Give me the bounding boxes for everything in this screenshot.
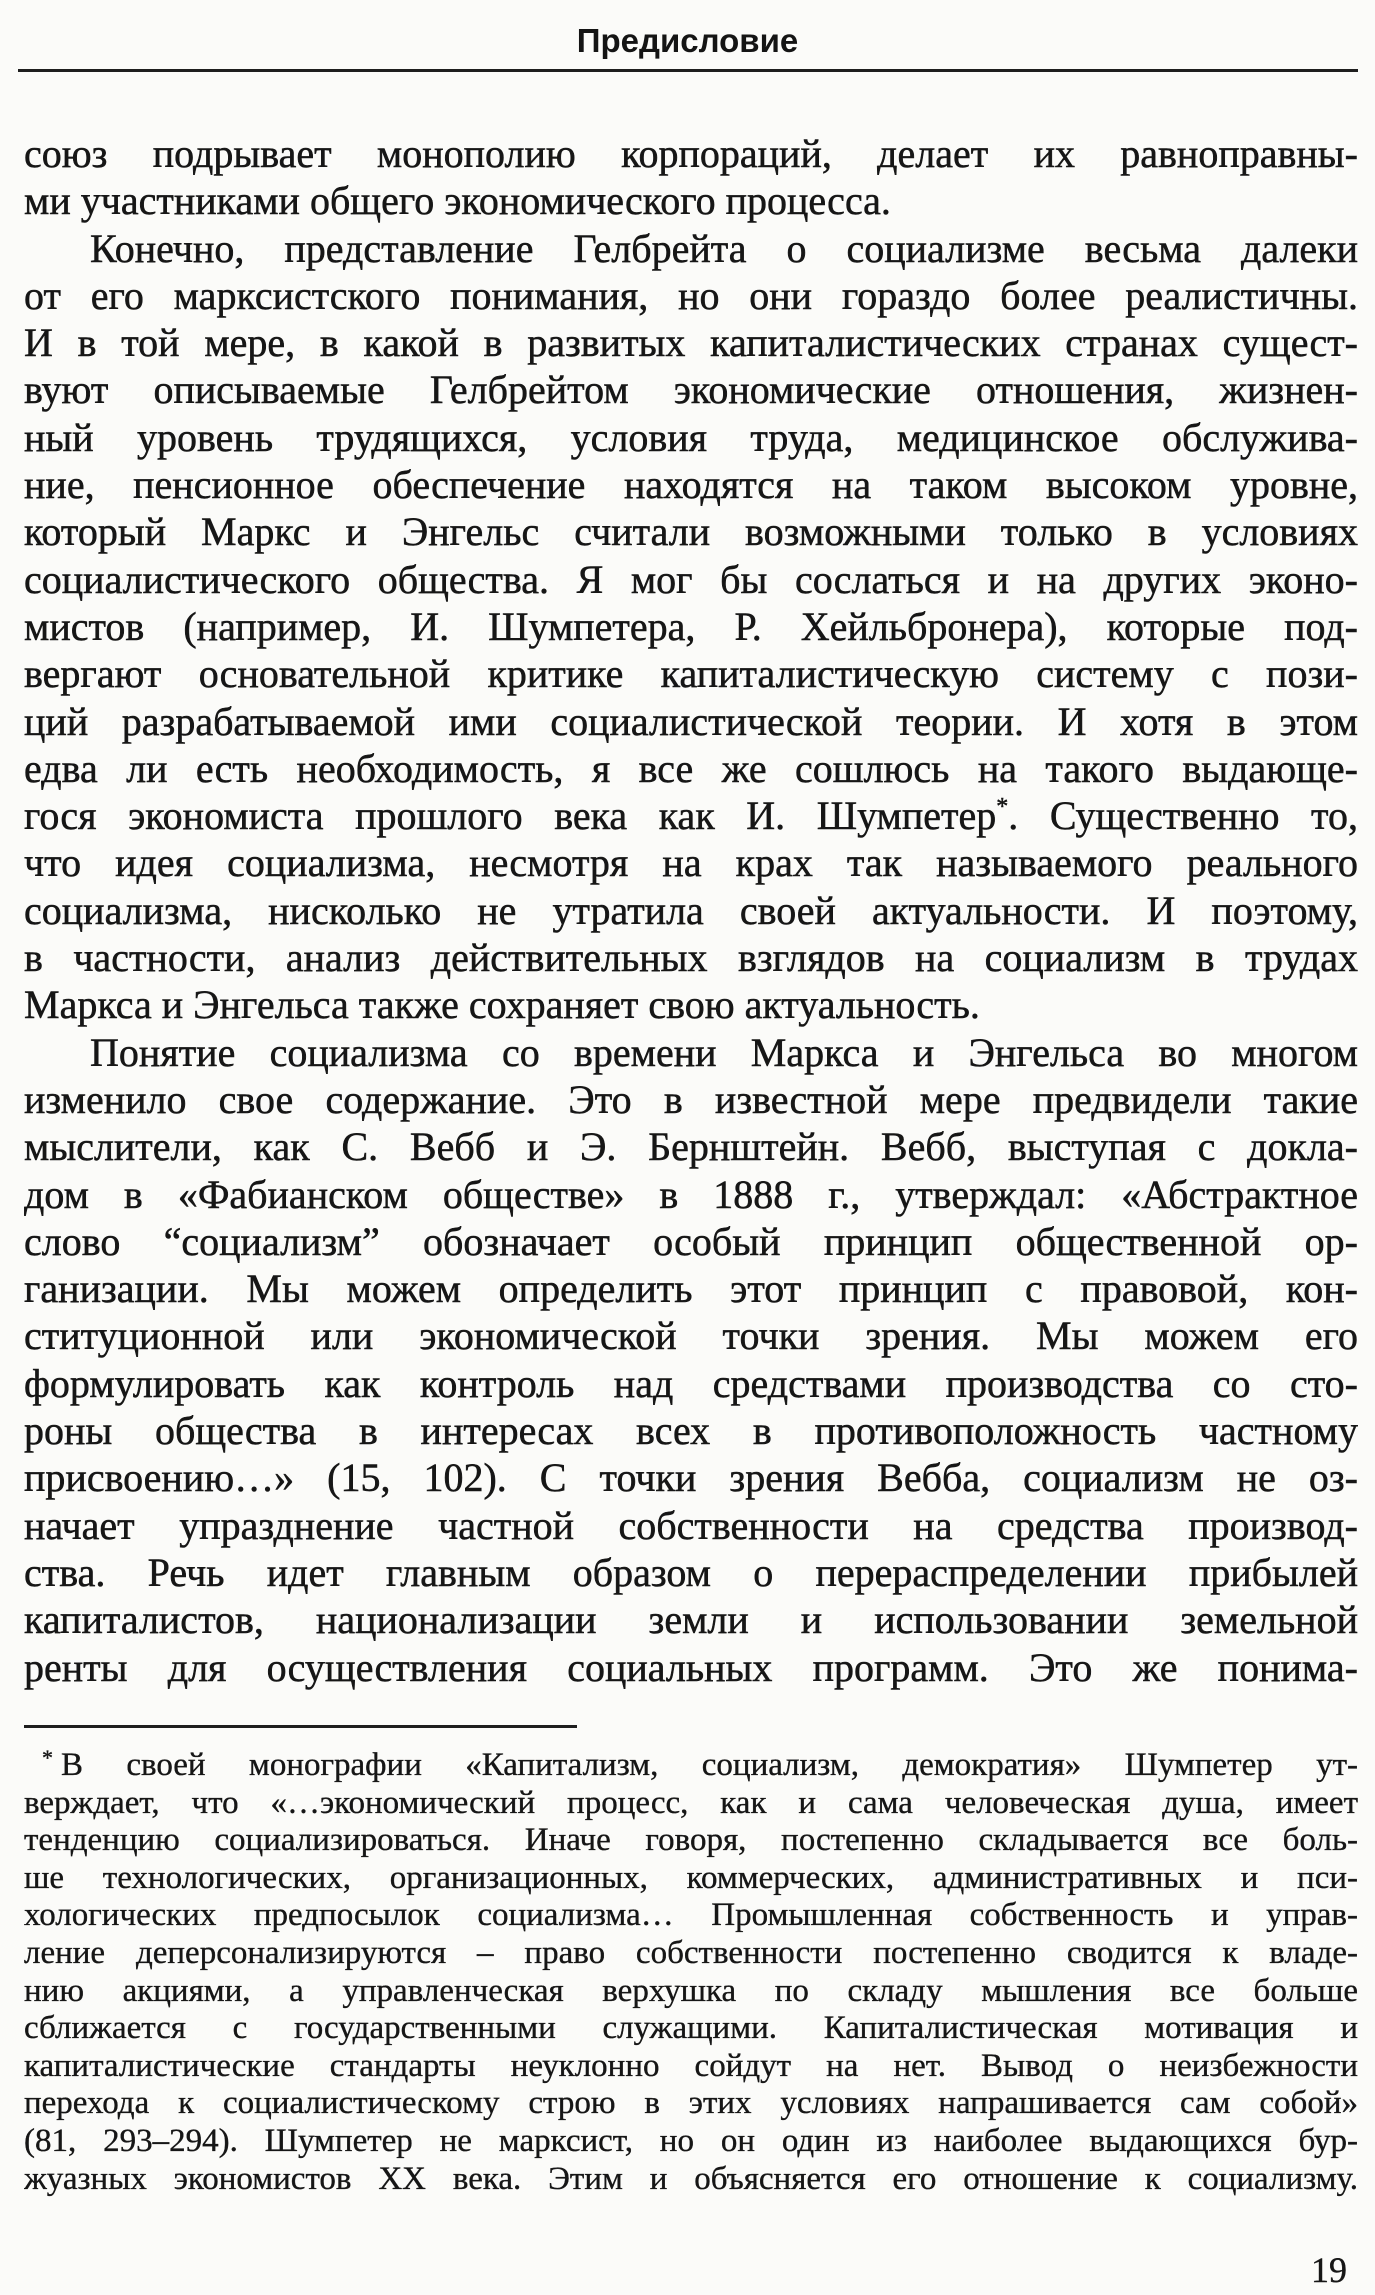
body-line: начает упразднение частной собственности на средства производ- bbox=[24, 1502, 1358, 1548]
body-line: дом в «Фабианском обществе» в 1888 г., утверждал: «Абстрактное bbox=[24, 1171, 1358, 1217]
body-line-text: . Существенно то, bbox=[1008, 793, 1358, 839]
body-line: от его марксистского понимания, но они гораздо более реалистичны. bbox=[24, 272, 1358, 318]
body-line: изменило свое содержание. Это в известной мере предвидели такие bbox=[24, 1076, 1358, 1122]
page-number: 19 bbox=[1311, 2250, 1347, 2290]
body-line: И в той мере, в какой в развитых капиталистических странах сущест- bbox=[24, 320, 1358, 366]
footnote-line: (81, 293–294). Шумпетер не марксист, но он один из наиболее выдающихся бур- bbox=[24, 2122, 1358, 2159]
header-rule bbox=[18, 69, 1358, 72]
footnote-line: жуазных экономистов XX века. Этим и объясняется его отношение к социализму. bbox=[24, 2160, 1358, 2197]
body-line: мистов (например, И. Шумпетера, Р. Хейльбронера), которые под- bbox=[24, 603, 1358, 649]
footnote-line: верждает, что «…экономический процесс, как и сама человеческая душа, имеет bbox=[24, 1784, 1358, 1821]
footnote-reference-mark: * bbox=[996, 794, 1009, 821]
footnote-line: капиталистические стандарты неуклонно сойдут на нет. Вывод о неизбежности bbox=[24, 2047, 1358, 2084]
body-line: ституционной или экономической точки зрения. Мы можем его bbox=[24, 1313, 1358, 1359]
body-line: ций разрабатываемой ими социалистической теории. И хотя в этом bbox=[24, 698, 1358, 744]
body-line: который Маркс и Энгельс считали возможными только в условиях bbox=[24, 509, 1358, 555]
body-line: слово “социализм” обозначает особый принцип общественной ор- bbox=[24, 1218, 1358, 1264]
body-line: социалистического общества. Я мог бы сослаться и на других эконо- bbox=[24, 556, 1358, 602]
body-line: формулировать как контроль над средствами производства со сто- bbox=[24, 1360, 1358, 1406]
body-line: присвоению…» (15, 102). С точки зрения Вебба, социализм не оз- bbox=[24, 1455, 1358, 1501]
body-line: вуют описываемые Гелбрейтом экономические отношения, жизнен- bbox=[24, 367, 1358, 413]
footnote-separator bbox=[24, 1725, 577, 1728]
footnote-line: ше технологических, организационных, коммерческих, административных и пси- bbox=[24, 1859, 1358, 1896]
body-line: союз подрывает монополию корпораций, делает их равноправны- bbox=[24, 131, 1358, 176]
body-line: ганизации. Мы можем определить этот принцип с правовой, кон- bbox=[24, 1266, 1358, 1312]
paragraph-3 bbox=[24, 1029, 1358, 1691]
body-line: мыслители, как С. Вебб и Э. Бернштейн. Вебб, выступая с докла- bbox=[24, 1124, 1358, 1170]
body-line: в частности, анализ действительных взглядов на социализм в трудах bbox=[24, 935, 1358, 981]
body-line: Конечно, представление Гелбрейта о социализме весьма далеки bbox=[90, 225, 1358, 271]
footnote-line-text: В своей монографии «Капитализм, социализм, демократия» Шумпетер ут- bbox=[61, 1747, 1358, 1783]
body-line: вергают основательной критике капиталистическую систему с пози- bbox=[24, 651, 1358, 697]
footnote-line: сближается с государственными служащими. Капиталистическая мотивация и bbox=[24, 2010, 1358, 2047]
body-line: капиталистов, национализации земли и использовании земельной bbox=[24, 1597, 1358, 1643]
footnote bbox=[24, 1747, 1358, 2198]
body-line: ный уровень трудящихся, условия труда, медицинское обслужива- bbox=[24, 414, 1358, 460]
footnote-line bbox=[24, 1747, 1358, 1785]
footnote-line: перехода к социалистическому строю в этих условиях напрашивается сам собой» bbox=[24, 2085, 1358, 2122]
body-line: социализма, нисколько не утратила своей актуальности. И поэтому, bbox=[24, 887, 1358, 933]
body-line: роны общества в интересах всех в противоположность частному bbox=[24, 1408, 1358, 1454]
footnote-line: ление деперсонализируются – право собственности постепенно сводится к владе- bbox=[24, 1934, 1358, 1971]
footnote-line: хологических предпосылок социализма… Промышленная собственность и управ- bbox=[24, 1897, 1358, 1934]
footnote-line: нию акциями, а управленческая верхушка по складу мышления все больше bbox=[24, 1972, 1358, 2009]
body-line: Понятие социализма со времени Маркса и Энгельса во многом bbox=[90, 1029, 1358, 1075]
paragraph-1 bbox=[24, 130, 1358, 225]
body-line: Маркса и Энгельса также сохраняет свою актуальность. bbox=[24, 982, 980, 1028]
body-line: что идея социализма, несмотря на крах так называемого реального bbox=[24, 840, 1358, 886]
body-line: ренты для осуществления социальных программ. Это же понима- bbox=[24, 1644, 1358, 1690]
body-line: ства. Речь идет главным образом о перераспределении прибылей bbox=[24, 1549, 1358, 1595]
body-line: ние, пенсионное обеспечение находятся на таком высоком уровне, bbox=[24, 462, 1358, 508]
body-line: ми участниками общего экономического процесса. bbox=[24, 178, 891, 224]
paragraph-2 bbox=[24, 225, 1358, 1029]
footnote-marker: * bbox=[42, 1747, 53, 1770]
running-header-title: Предисловие bbox=[576, 22, 799, 59]
body-text bbox=[24, 130, 1358, 1691]
body-line-text: гося экономиста прошлого века как И. Шумпетер bbox=[24, 793, 997, 839]
footnote-line: тенденцию социализироваться. Иначе говоря, постепенно складывается все боль- bbox=[24, 1822, 1358, 1859]
body-line bbox=[24, 792, 1358, 839]
body-line: едва ли есть необходимость, я все же сошлюсь на такого выдающе- bbox=[24, 745, 1358, 791]
